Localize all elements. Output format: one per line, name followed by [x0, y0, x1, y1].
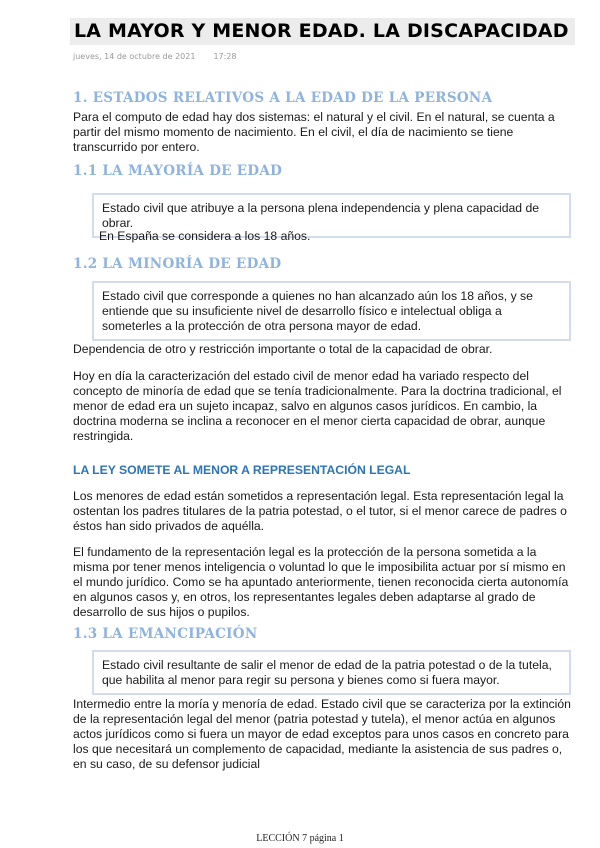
- page-title: LA MAYOR Y MENOR EDAD. LA DISCAPACIDAD: [70, 18, 575, 45]
- page-meta: [73, 52, 237, 61]
- section-1-1-definition-box: Estado civil que atribuye a la persona plena independencia y plena capacidad de obrar.: [92, 193, 571, 238]
- section-1-3-paragraph: Intermedio entre la moría y menoría de edad. Estado civil que se caracteriza por la extinción de la representación legal del menor (patria potestad y tutela), el menor actúa en algunos actos jurídicos como si fuera un mayor de edad exceptos para unos casos en concreto para los que necesitará un complemento de capacidad, mediante la asistencia de sus padres o, en su caso, de su defensor judicial: [73, 697, 571, 771]
- page-time: 17:28: [213, 52, 237, 61]
- section-1-2-definition-box: Estado civil que corresponde a quienes no han alcanzado aún los 18 años, y se entiende que su insuficiente nivel de desarrollo físico e intelectual obliga a someterles a la protección de otra persona mayor de edad.: [92, 281, 571, 341]
- page-date: jueves, 14 de octubre de 2021: [73, 52, 196, 61]
- section-1-1-note: En España se considera a los 18 años.: [99, 229, 311, 243]
- section-1-heading: 1. ESTADOS RELATIVOS A LA EDAD DE LA PERSONA: [73, 90, 493, 106]
- section-1-3-definition-box: Estado civil resultante de salir el menor de edad de la patria potestad o de la tutela, que habilita al menor para regir su persona y bienes como si fuera mayor.: [92, 650, 571, 695]
- representation-paragraph-1: Los menores de edad están sometidos a representación legal. Esta representación legal la ostentan los padres titulares de la patria potestad, o el tutor, si el menor carece de padres o éstos han sido privados de aquélla.: [73, 489, 567, 533]
- section-1-text: Para el computo de edad hay dos sistemas: el natural y el civil. En el natural, se cuenta a partir del mismo momento de nacimiento. En el civil, el día de nacimiento se tiene transcurrido por entero.: [73, 110, 555, 154]
- section-1-2-paragraph-2: Hoy en día la caracterización del estado civil de menor edad ha variado respecto del concepto de minoría de edad que se tenía tradicionalmente. Para la doctrina tradicional, el menor de edad era un sujeto incapaz, salvo en algunos casos jurídicos. En cambio, la doctrina moderna se inclina a reconocer en el menor cierta capacidad de obrar, aunque restringida.: [73, 369, 562, 443]
- section-1-1-heading: 1.1 LA MAYORÍA DE EDAD: [73, 163, 283, 179]
- representation-paragraph-2: El fundamento de la representación legal es la protección de la persona sometida a la misma por tener menos inteligencia o voluntad lo que le imposibilita actuar por sí mismo en el mundo jurídico. Como se ha apuntado anteriormente, tienen reconocida cierta autonomía en algunos casos y, en otros, los representantes legales deben adaptarse al grado de desarrollo de sus hijos o pupilos.: [73, 545, 569, 619]
- representation-heading: LA LEY SOMETE AL MENOR A REPRESENTACIÓN LEGAL: [73, 463, 411, 477]
- section-1-2-paragraph-1: Dependencia de otro y restricción importante o total de la capacidad de obrar.: [73, 342, 493, 356]
- section-1-2-heading: 1.2 LA MINORÍA DE EDAD: [73, 256, 282, 272]
- section-1-3-heading: 1.3 LA EMANCIPACIÓN: [73, 626, 258, 642]
- page-footer: LECCIÓN 7 página 1: [256, 833, 344, 844]
